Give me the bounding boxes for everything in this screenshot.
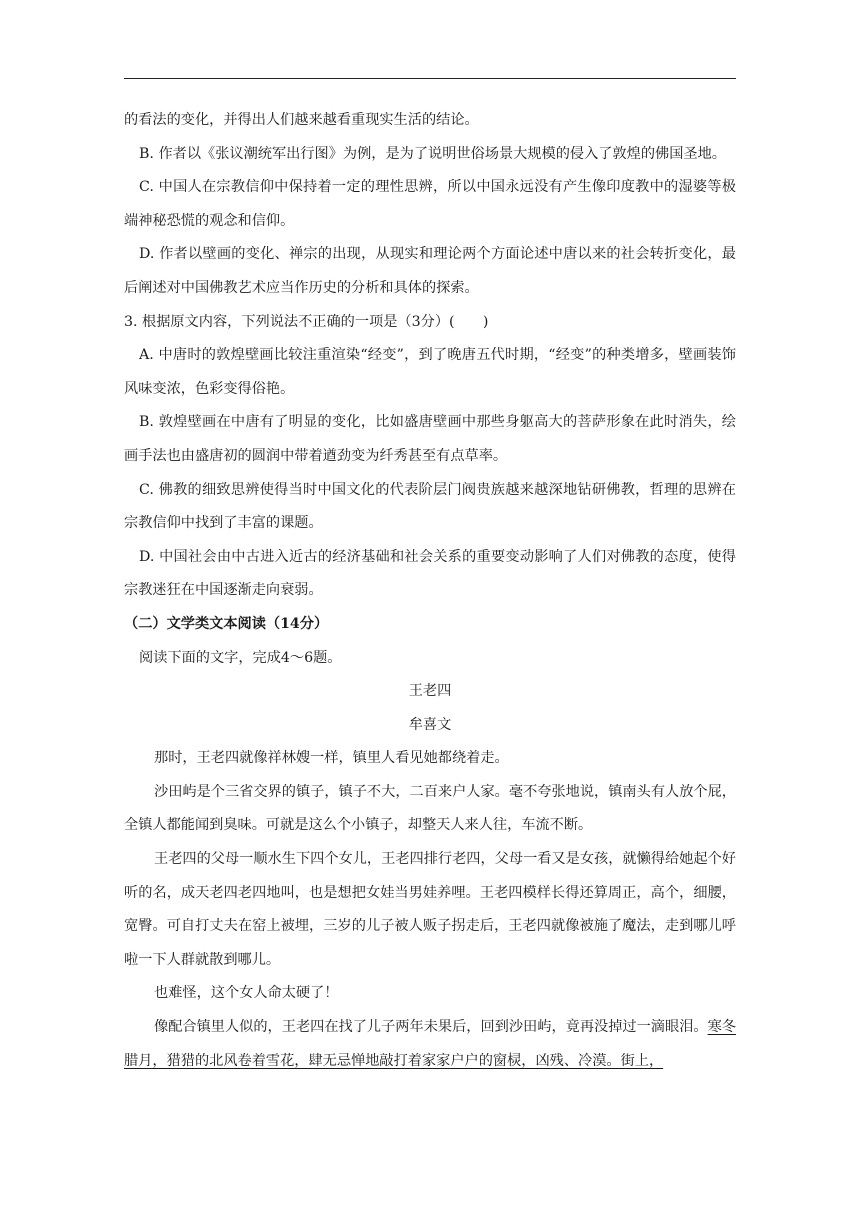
q3-option-b: B. 敦煌壁画在中唐有了明显的变化，比如盛唐壁画中那些身躯高大的菩萨形象在此时消失，绘画手法也由盛唐初的圆润中带着遒劲变为纤秀甚至有点草率。 (124, 414, 736, 464)
q2-option-c: C. 中国人在宗教信仰中保持着一定的理性思辨，所以中国永远没有产生像印度教中的湿婆等极端神秘恐慌的观念和信仰。 (124, 179, 736, 229)
story-paragraph-4: 也难怪，这个女人命太硬了！ (154, 985, 339, 1002)
section-title: （二）文学类文本阅读（14分） (124, 615, 329, 632)
header-rule (124, 78, 736, 79)
page-content (124, 104, 736, 1078)
q2-option-a-continuation: 的看法的变化，并得出人们越来越看重现实生活的结论。 (124, 112, 479, 128)
q3-option-d: D. 中国社会由中古进入近古的经济基础和社会关系的重要变动影响了人们对佛教的态度，使得宗教迷狂在中国逐渐走向衰弱。 (124, 548, 736, 599)
story-author: 牟喜文 (408, 716, 452, 733)
underlined-passage: 寒冬腊月，猎猎的北风卷着雪花，肆无忌惮地敲打着家家户户的窗棂，凶残、冷漠。街上， (124, 1019, 736, 1069)
q2-option-d: D. 作者以壁画的变化、禅宗的出现，从现实和理论两个方面论述中唐以来的社会转折变化，最后阐述对中国佛教艺术应当作历史的分析和具体的探索。 (124, 246, 736, 296)
q3-option-c: C. 佛教的细致思辨使得当时中国文化的代表阶层门阀贵族越来越深地钻研佛教，哲理的思辨在宗教信仰中找到了丰富的课题。 (124, 481, 736, 532)
q3-stem: 3. 根据原文内容，下列说法不正确的一项是（3分）( ) (124, 313, 489, 330)
story-paragraph-1: 那时，王老四就像祥林嫂一样，镇里人看见她都绕着走。 (154, 750, 509, 767)
q3-option-a: A. 中唐时的敦煌壁画比较注重渲染“经变”，到了晚唐五代时期，“经变”的种类增多，壁画装饰风味变浓，色彩变得俗艳。 (124, 347, 736, 397)
reading-instruction: 阅读下面的文字，完成4～6题。 (139, 649, 342, 666)
q2-option-b: B. 作者以《张议潮统军出行图》为例，是为了说明世俗场景大规模的侵入了敦煌的佛国圣地。 (139, 145, 726, 162)
story-paragraph-2: 沙田屿是个三省交界的镇子，镇子不大，二百来户人家。毫不夸张地说，镇南头有人放个屁，全镇人都能闻到臭味。可就是这么个小镇子，却整天人来人往，车流不断。 (124, 783, 736, 834)
story-paragraph-3: 王老四的父母一顺水生下四个女儿，王老四排行老四，父母一看又是女孩，就懒得给她起个好听的名，成天老四老四地叫，也是想把女娃当男娃养哩。王老四模样长得还算周正，高个，细腰，宽臀。可自打丈夫在窑上被埋，三岁的儿子被人贩子拐走后，王老四就像被施了魔法，走到哪儿呼啦一下人群就散到哪儿。 (124, 851, 736, 968)
story-paragraph-5 (124, 1011, 736, 1078)
story-paragraph-5-text: 像配合镇里人似的，王老四在找了儿子两年未果后，回到沙田屿，竟再没掉过一滴眼泪。 (154, 1019, 708, 1036)
story-title: 王老四 (408, 683, 452, 700)
